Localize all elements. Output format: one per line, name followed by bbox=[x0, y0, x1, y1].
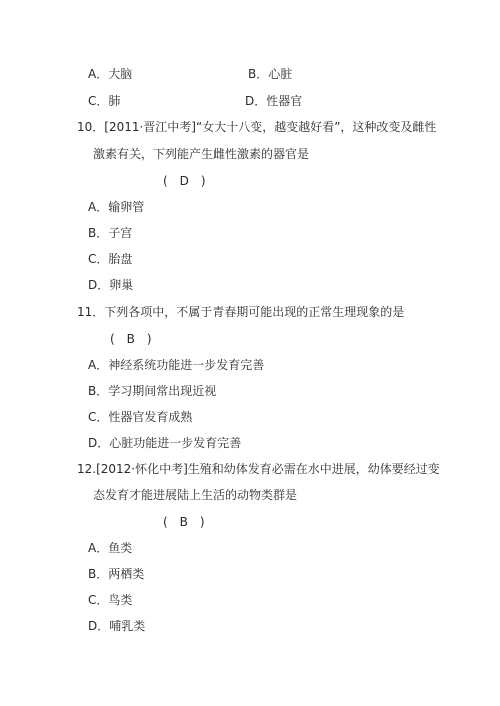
question-10-stem: 10．[2011·晋江中考]“女大十八变，越变越好看”，这种改变及雌性 bbox=[77, 120, 437, 134]
option-a: A．大脑 bbox=[88, 67, 133, 81]
question-12-option-c: C．鸟类 bbox=[88, 593, 133, 607]
question-12-stem-cont: 态发育才能进展陆上生活的动物类群是 bbox=[93, 488, 298, 502]
question-10-option-b: B．子宫 bbox=[88, 226, 133, 240]
option-d: D．性器官 bbox=[245, 94, 303, 108]
option-c: C．肺 bbox=[88, 94, 121, 108]
question-12-option-d: D．哺乳类 bbox=[88, 619, 146, 633]
question-10-option-c: C．胎盘 bbox=[88, 252, 133, 266]
question-12-answer: ( B ) bbox=[163, 515, 205, 529]
question-12-option-b: B．两栖类 bbox=[88, 567, 145, 581]
question-11-option-d: D．心脏功能进一步发育完善 bbox=[88, 436, 242, 450]
question-11-answer: ( B ) bbox=[110, 332, 152, 346]
question-11-stem: 11．下列各项中，不属于青春期可能出现的正常生理现象的是 bbox=[77, 305, 405, 319]
option-b: B．心脏 bbox=[248, 67, 293, 81]
question-10-option-a: A．输卵管 bbox=[88, 200, 145, 214]
question-10-option-d: D．卵巢 bbox=[88, 278, 134, 292]
question-11-option-a: A．神经系统功能进一步发育完善 bbox=[88, 358, 265, 372]
question-11-option-b: B．学习期间常出现近视 bbox=[88, 384, 217, 398]
question-10-answer: ( D ) bbox=[163, 174, 206, 188]
question-12-stem: 12.[2012·怀化中考]生殖和幼体发育必需在水中进展，幼体要经过变 bbox=[77, 462, 440, 476]
question-12-option-a: A．鱼类 bbox=[88, 541, 133, 555]
question-10-stem-cont: 激素有关，下列能产生雌性激素的器官是 bbox=[93, 147, 310, 161]
question-11-option-c: C．性器官发育成熟 bbox=[88, 410, 193, 424]
